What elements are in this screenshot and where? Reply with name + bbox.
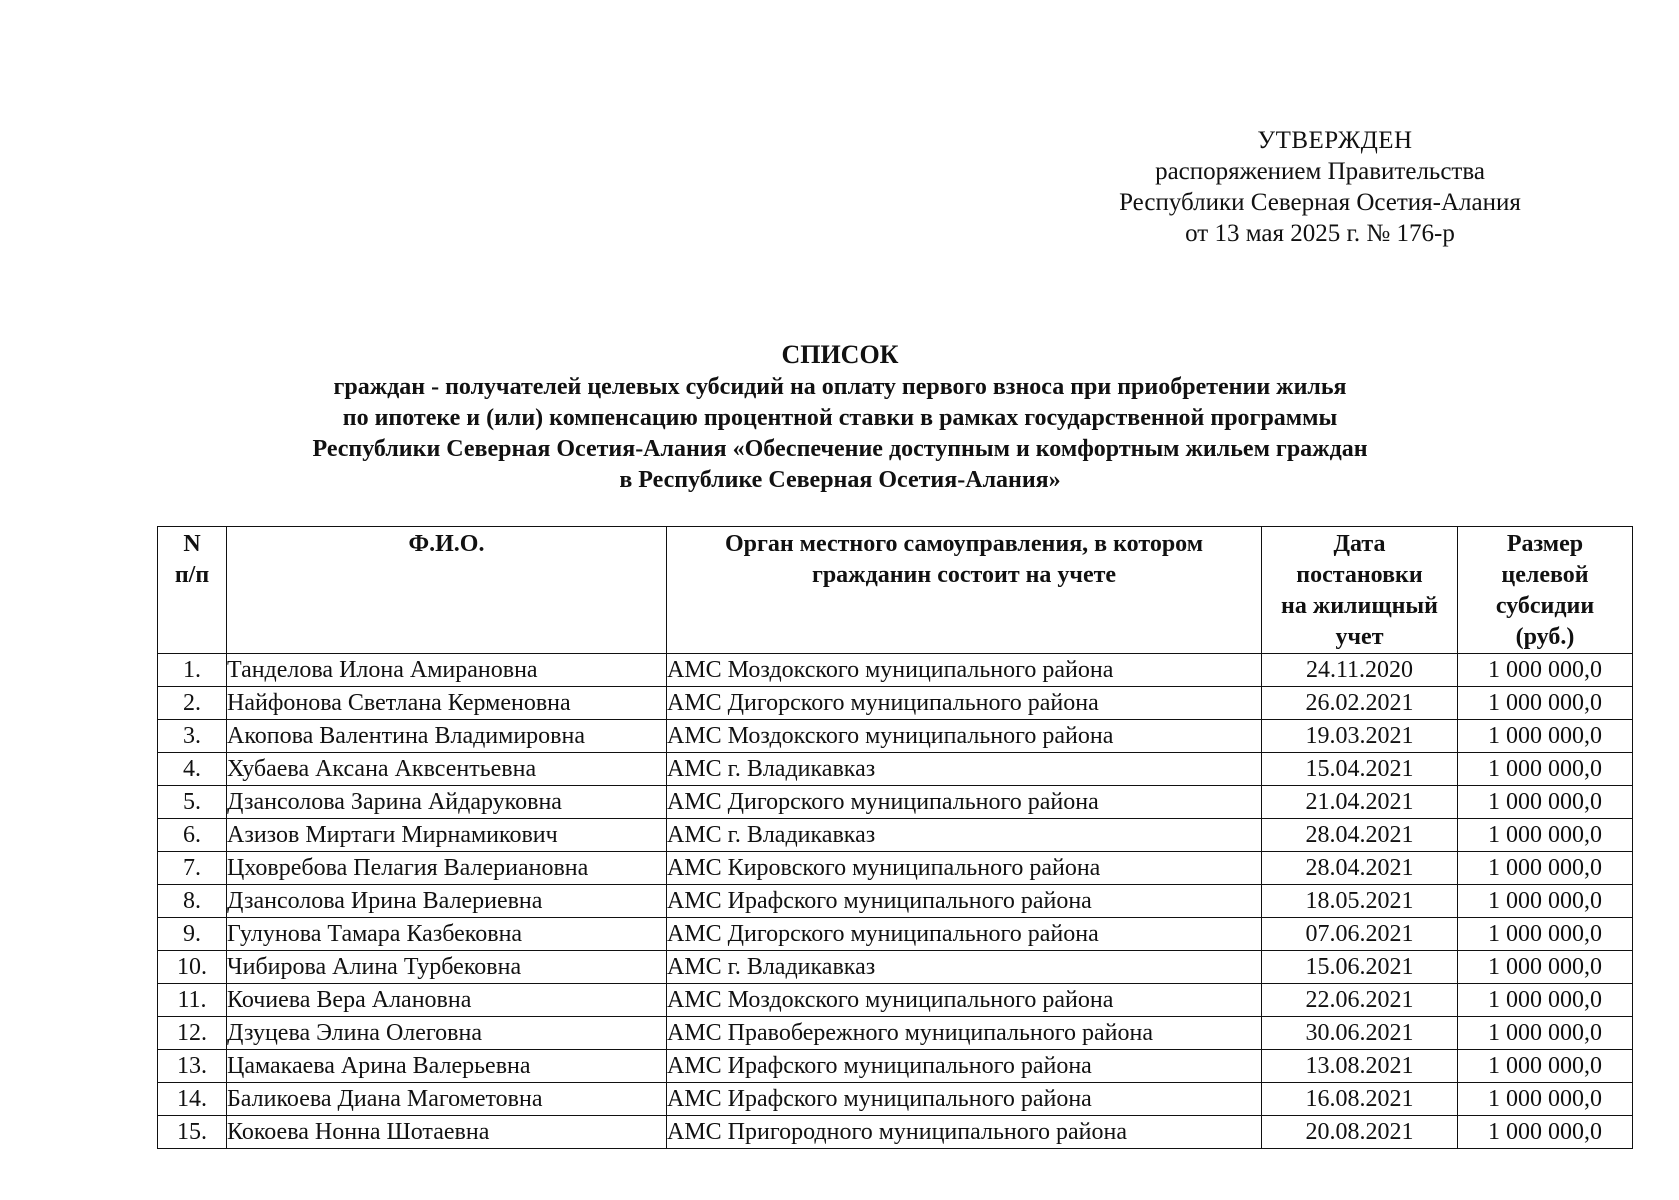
table-row <box>158 1083 1633 1116</box>
row-local-authority: АМС Кировского муниципального района <box>667 852 1262 885</box>
row-registration-date: 18.05.2021 <box>1262 885 1458 918</box>
table-row <box>158 885 1633 918</box>
header-local-authority-line-2: гражданин состоит на учете <box>811 562 1117 588</box>
row-registration-date: 20.08.2021 <box>1262 1116 1458 1149</box>
table-header-row <box>158 527 1633 654</box>
row-number: 10. <box>158 951 227 984</box>
row-number: 7. <box>158 852 227 885</box>
row-subsidy-amount: 1 000 000,0 <box>1458 1017 1633 1050</box>
row-subsidy-amount: 1 000 000,0 <box>1458 819 1633 852</box>
row-subsidy-amount: 1 000 000,0 <box>1458 984 1633 1017</box>
row-number: 6. <box>158 819 227 852</box>
row-registration-date: 26.02.2021 <box>1262 687 1458 720</box>
header-full-name <box>227 527 667 654</box>
approval-republic-line: Республики Северная Осетия-Алания <box>1119 189 1521 216</box>
row-local-authority: АМС Моздокского муниципального района <box>667 654 1262 687</box>
table-row <box>158 951 1633 984</box>
row-local-authority: АМС Моздокского муниципального района <box>667 984 1262 1017</box>
row-registration-date: 24.11.2020 <box>1262 654 1458 687</box>
header-subsidy-amount-line-2: целевой <box>1501 562 1589 588</box>
header-subsidy-amount-line-3: субсидии <box>1495 593 1595 619</box>
table-row <box>158 1017 1633 1050</box>
table-row <box>158 720 1633 753</box>
row-number: 8. <box>158 885 227 918</box>
table-row <box>158 852 1633 885</box>
header-number-line-1: N <box>183 531 201 557</box>
row-local-authority: АМС Дигорского муниципального района <box>667 918 1262 951</box>
row-number: 11. <box>158 984 227 1017</box>
table-row <box>158 819 1633 852</box>
table-row <box>158 1050 1633 1083</box>
row-local-authority: АМС Дигорского муниципального района <box>667 786 1262 819</box>
row-full-name: Гулунова Тамара Казбековна <box>227 918 667 951</box>
table-row <box>158 687 1633 720</box>
row-local-authority: АМС г. Владикавказ <box>667 951 1262 984</box>
recipients-table <box>157 526 1633 1149</box>
document-subtitle-line-2: по ипотеке и (или) компенсацию процентной ставки в рамках государственной программы <box>342 405 1338 431</box>
approval-stamp <box>1060 125 1580 249</box>
row-local-authority: АМС Ирафского муниципального района <box>667 1050 1262 1083</box>
row-subsidy-amount: 1 000 000,0 <box>1458 951 1633 984</box>
table-body <box>158 654 1633 1149</box>
row-local-authority: АМС Ирафского муниципального района <box>667 885 1262 918</box>
row-subsidy-amount: 1 000 000,0 <box>1458 918 1633 951</box>
row-full-name: Чибирова Алина Турбековна <box>227 951 667 984</box>
row-subsidy-amount: 1 000 000,0 <box>1458 1050 1633 1083</box>
document-subtitle-line-3: Республики Северная Осетия-Алания «Обеспечение доступным и комфортным жильем граждан <box>312 436 1368 462</box>
row-full-name: Цамакаева Арина Валерьевна <box>227 1050 667 1083</box>
row-subsidy-amount: 1 000 000,0 <box>1458 654 1633 687</box>
row-subsidy-amount: 1 000 000,0 <box>1458 1116 1633 1149</box>
row-registration-date: 15.06.2021 <box>1262 951 1458 984</box>
row-registration-date: 13.08.2021 <box>1262 1050 1458 1083</box>
row-number: 5. <box>158 786 227 819</box>
header-number <box>158 527 227 654</box>
document-title: СПИСОК <box>781 340 899 369</box>
header-local-authority <box>667 527 1262 654</box>
row-number: 1. <box>158 654 227 687</box>
row-full-name: Акопова Валентина Владимировна <box>227 720 667 753</box>
header-subsidy-amount-line-4: (руб.) <box>1515 624 1575 650</box>
row-local-authority: АМС Правобережного муниципального района <box>667 1017 1262 1050</box>
row-registration-date: 28.04.2021 <box>1262 819 1458 852</box>
row-full-name: Найфонова Светлана Керменовна <box>227 687 667 720</box>
row-number: 13. <box>158 1050 227 1083</box>
approval-heading: УТВЕРЖДЕН <box>1257 127 1413 154</box>
header-subsidy-amount-line-1: Размер <box>1506 531 1584 557</box>
row-local-authority: АМС Пригородного муниципального района <box>667 1116 1262 1149</box>
row-full-name: Дзансолова Ирина Валериевна <box>227 885 667 918</box>
row-full-name: Дзуцева Элина Олеговна <box>227 1017 667 1050</box>
row-local-authority: АМС г. Владикавказ <box>667 753 1262 786</box>
row-local-authority: АМС г. Владикавказ <box>667 819 1262 852</box>
header-subsidy-amount <box>1458 527 1633 654</box>
header-registration-date-line-3: на жилищный <box>1280 593 1438 619</box>
row-subsidy-amount: 1 000 000,0 <box>1458 753 1633 786</box>
table-row <box>158 753 1633 786</box>
row-registration-date: 07.06.2021 <box>1262 918 1458 951</box>
row-subsidy-amount: 1 000 000,0 <box>1458 852 1633 885</box>
row-full-name: Кочиева Вера Алановна <box>227 984 667 1017</box>
header-registration-date <box>1262 527 1458 654</box>
row-registration-date: 15.04.2021 <box>1262 753 1458 786</box>
table-row <box>158 1116 1633 1149</box>
approval-order-line: распоряжением Правительства <box>1155 158 1485 185</box>
row-number: 3. <box>158 720 227 753</box>
row-registration-date: 30.06.2021 <box>1262 1017 1458 1050</box>
row-subsidy-amount: 1 000 000,0 <box>1458 720 1633 753</box>
row-subsidy-amount: 1 000 000,0 <box>1458 885 1633 918</box>
header-registration-date-line-1: Дата <box>1333 531 1386 557</box>
row-full-name: Баликоева Диана Магометовна <box>227 1083 667 1116</box>
row-registration-date: 22.06.2021 <box>1262 984 1458 1017</box>
row-number: 9. <box>158 918 227 951</box>
row-full-name: Танделова Илона Амирановна <box>227 654 667 687</box>
document-title-block <box>180 339 1500 496</box>
header-full-name-label: Ф.И.О. <box>408 531 485 557</box>
row-registration-date: 21.04.2021 <box>1262 786 1458 819</box>
row-registration-date: 19.03.2021 <box>1262 720 1458 753</box>
document-subtitle-line-4: в Республике Северная Осетия-Алания» <box>619 467 1061 493</box>
row-subsidy-amount: 1 000 000,0 <box>1458 786 1633 819</box>
table-row <box>158 786 1633 819</box>
header-registration-date-line-4: учет <box>1335 624 1384 650</box>
row-subsidy-amount: 1 000 000,0 <box>1458 1083 1633 1116</box>
header-number-line-2: п/п <box>174 562 210 588</box>
table-row <box>158 918 1633 951</box>
row-registration-date: 28.04.2021 <box>1262 852 1458 885</box>
document-subtitle-line-1: граждан - получателей целевых субсидий на оплату первого взноса при приобретении жилья <box>333 374 1347 400</box>
row-registration-date: 16.08.2021 <box>1262 1083 1458 1116</box>
row-full-name: Хубаева Аксана Аквсентьевна <box>227 753 667 786</box>
row-number: 4. <box>158 753 227 786</box>
row-local-authority: АМС Моздокского муниципального района <box>667 720 1262 753</box>
row-full-name: Дзансолова Зарина Айдаруковна <box>227 786 667 819</box>
row-subsidy-amount: 1 000 000,0 <box>1458 687 1633 720</box>
table-row <box>158 654 1633 687</box>
row-full-name: Цховребова Пелагия Валериановна <box>227 852 667 885</box>
row-number: 12. <box>158 1017 227 1050</box>
header-local-authority-line-1: Орган местного самоуправления, в котором <box>724 531 1204 557</box>
row-number: 14. <box>158 1083 227 1116</box>
row-local-authority: АМС Дигорского муниципального района <box>667 687 1262 720</box>
row-number: 2. <box>158 687 227 720</box>
header-registration-date-line-2: постановки <box>1296 562 1423 588</box>
row-local-authority: АМС Ирафского муниципального района <box>667 1083 1262 1116</box>
row-full-name: Кокоева Нонна Шотаевна <box>227 1116 667 1149</box>
row-full-name: Азизов Миртаги Мирнамикович <box>227 819 667 852</box>
approval-date-line: от 13 мая 2025 г. № 176-р <box>1185 220 1455 247</box>
table-row <box>158 984 1633 1017</box>
row-number: 15. <box>158 1116 227 1149</box>
